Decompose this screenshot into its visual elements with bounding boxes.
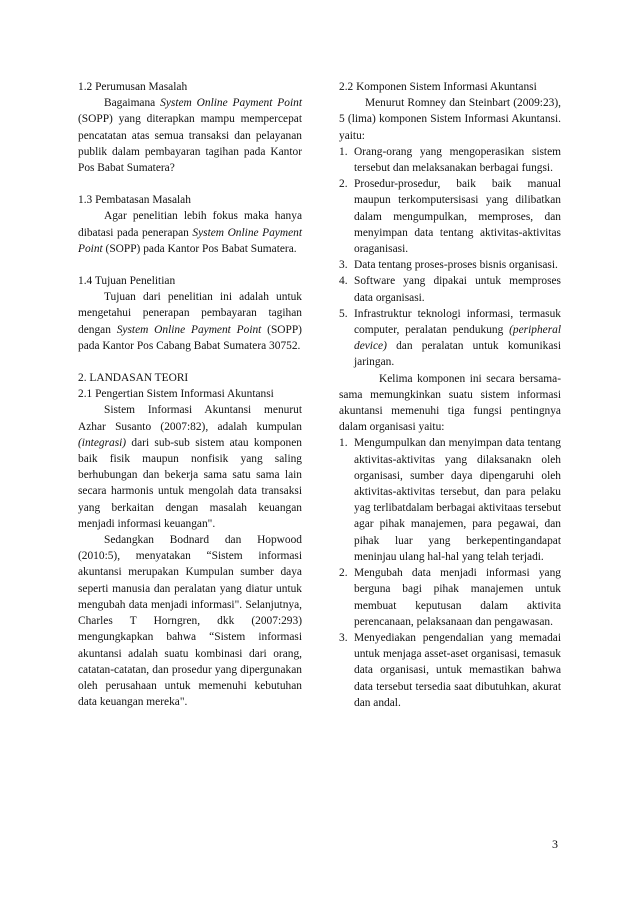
list-item: 2. Mengubah data menjadi informasi yang berguna bagi pihak manajemen untuk membuat keputusan dalam aktivita perencanaan, pelaksanaan dan pengawasan. bbox=[339, 567, 561, 628]
paragraph-definition-bodnard: Sedangkan Bodnard dan Hopwood (2010:5), menyatakan “Sistem informasi akuntansi merupakan Kumpulan sumber daya seperti manusia dan peralatan yang diatur untuk mengubah data menjadi informasi". Selanjutnya, Charles T Horngren, dkk (2007:293) mengungkapkan bahwa “Sistem informasi akuntansi adalah suatu kombinasi dari orang, catatan-catatan, dan prosedur yang dipergunakan oleh perusahaan untuk memenuhi kebutuhan data keuangan mereka". bbox=[78, 534, 302, 709]
paragraph-problem-statement: Bagaimana System Online Payment Point (SOPP) yang diterapkan mampu mempercepat pencatatan atas semua transaksi dan pelayanan publik dalam pembayaran tagihan pada Kantor Pos Babat Sumatera? bbox=[78, 97, 302, 175]
paragraph-objective: Tujuan dari penelitian ini adalah untuk mengetahui penerapan pembayaran tagihan dengan System Online Payment Point (SOPP) pada Kantor Pos Cabang Babat Sumatera 30752. bbox=[78, 291, 302, 352]
functions-list bbox=[339, 435, 561, 710]
list-item: 2. Prosedur-prosedur, baik baik manual maupun terkomputersisasi yang dilibatkan dalam mengumpulkan, memproses, dan menyimpan data tentang aktivitas-aktivitas oraganisasi. bbox=[339, 178, 561, 256]
components-list bbox=[339, 144, 561, 371]
section-heading-1-4: 1.4 Tujuan Penelitian bbox=[78, 275, 176, 288]
section-heading-2-1: 2.1 Pengertian Sistem Informasi Akuntansi bbox=[78, 388, 274, 401]
paragraph-components-intro: Menurut Romney dan Steinbart (2009:23), 5 (lima) komponen Sistem Informasi Akuntansi. yaitu: bbox=[339, 97, 561, 142]
left-column bbox=[78, 79, 302, 710]
right-column bbox=[339, 79, 561, 711]
list-item: 3. Menyediakan pengendalian yang memadai untuk menjaga asset-aset organisasi, temasuk data organisasi, untuk memastikan bahwa data tersebut tersedia saat dibutuhkan, akurat dan andal. bbox=[339, 631, 561, 709]
section-heading-2-2: 2.2 Komponen Sistem Informasi Akuntansi bbox=[339, 81, 537, 93]
list-item: 4. Software yang dipakai untuk memproses data organisasi. bbox=[339, 275, 561, 304]
section-heading-2: 2. LANDASAN TEORI bbox=[78, 372, 189, 385]
section-heading-1-2: 1.2 Perumusan Masalah bbox=[78, 81, 188, 93]
list-item: 5. Infrastruktur teknologi informasi, termasuk computer, peralatan pendukung (peripheral device) dan peralatan untuk komunikasi jaringan. bbox=[339, 307, 561, 369]
paragraph-scope: Agar penelitian lebih fokus maka hanya dibatasi pada penerapan System Online Payment Point (SOPP) pada Kantor Pos Babat Sumatera. bbox=[78, 210, 302, 255]
list-item: 3. Data tentang proses-proses bisnis organisasi. bbox=[339, 259, 558, 272]
paragraph-three-functions: Kelima komponen ini secara bersama-sama memungkinkan suatu sistem informasi akuntansi memenuhi tiga fungsi pentingnya dalam organisasi yaitu: bbox=[339, 372, 561, 434]
list-item: 1. Mengumpulkan dan menyimpan data tentang aktivitas-aktivitas yang dilaksanakn oleh organisasi, sumber daya dipengaruhi oleh aktivitas-aktivitas tersebut, dan para pelaku yag terlibatdalam berbagai aktivitaas tersebut agar pihak manajemen, para pegawai, dan pihak luar yang berkepentingandapat meninjau ulang hal-hal yang telah terjadi. bbox=[339, 437, 561, 563]
list-item: 1. Orang-orang yang mengoperasikan sistem tersebut dan melaksanakan berbagai fungsi. bbox=[339, 145, 561, 175]
paragraph-definition-susanto: Sistem Informasi Akuntansi menurut Azhar Susanto (2007:82), adalah kumpulan (integrasi) dari sub-sub sistem atau komponen baik fisik maupun nonfisik yang saling berhubungan dan bekerja sama satu sama lain secara harmonis untuk mengolah data transaksi yang berkaitan dengan masalah keuangan menjadi informasi keuangan". bbox=[78, 404, 302, 530]
page-number: 3 bbox=[552, 837, 558, 851]
section-heading-1-3: 1.3 Pembatasan Masalah bbox=[78, 194, 191, 207]
